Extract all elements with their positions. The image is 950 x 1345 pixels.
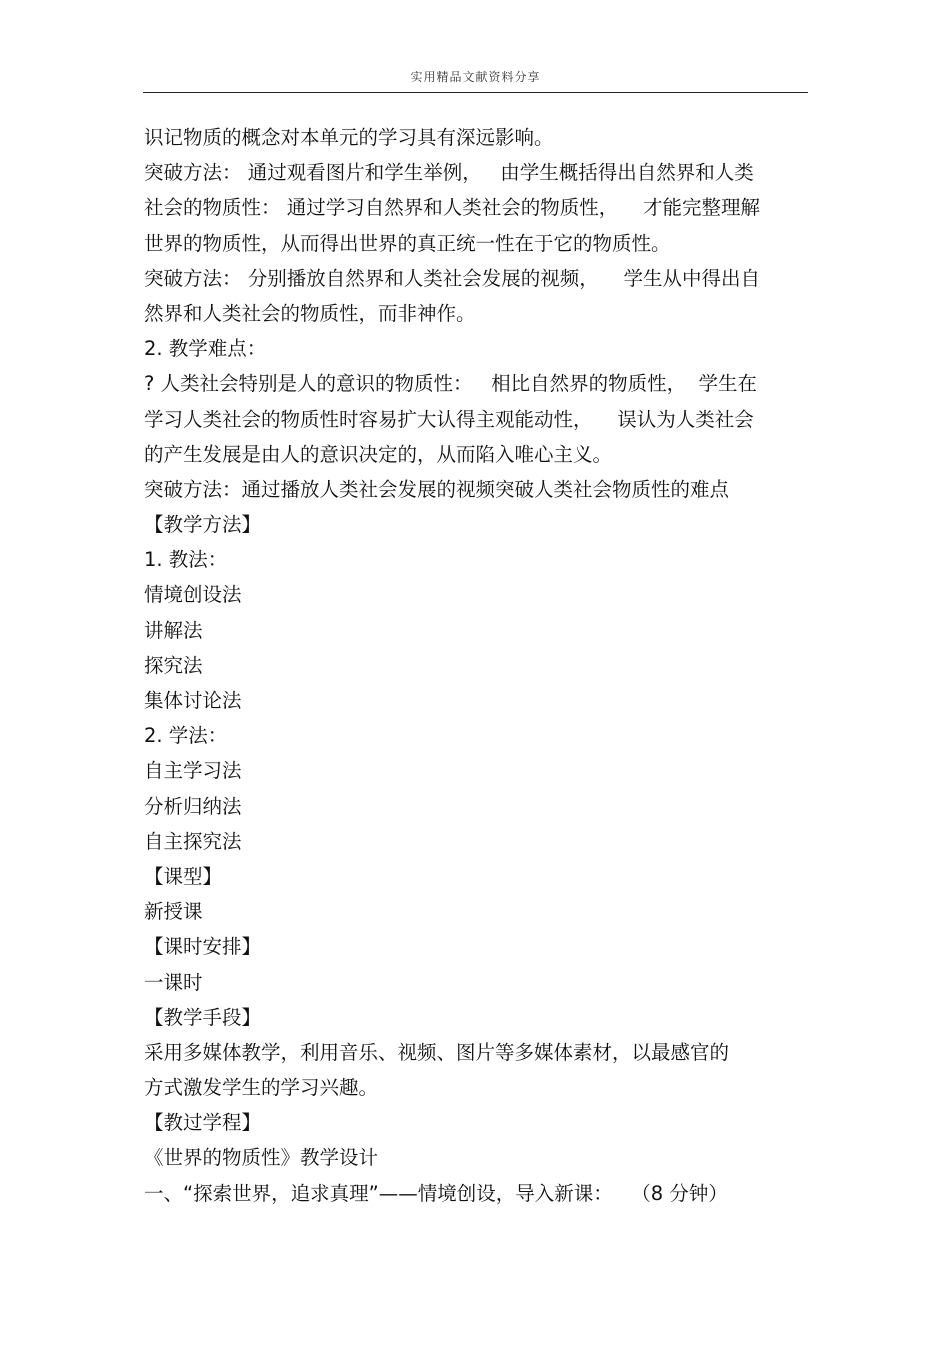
- text-line: ? 人类社会特别是人的意识的物质性： 相比自然界的物质性， 学生在: [144, 372, 758, 396]
- text-line: 世界的物质性，从而得出世界的真正统一性在于它的物质性。: [144, 231, 671, 255]
- list-item: 探究法: [144, 653, 203, 677]
- text-line: 社会的物质性： 通过学习自然界和人类社会的物质性， 才能完整理解: [144, 196, 760, 220]
- section-heading: 2. 学法：: [144, 724, 228, 748]
- list-item: 自主探究法: [144, 829, 242, 853]
- section-heading: 2. 教学难点：: [144, 337, 267, 361]
- list-item: 分析归纳法: [144, 794, 242, 818]
- text-line: 学习人类社会的物质性时容易扩大认得主观能动性， 误认为人类社会: [144, 407, 754, 431]
- text-line: 一课时: [144, 970, 203, 994]
- list-item: 集体讨论法: [144, 689, 242, 712]
- text-line: 的产生发展是由人的意识决定的，从而陷入唯心主义。: [144, 442, 613, 466]
- document-title: 《世界的物质性》教学设计: [144, 1146, 379, 1170]
- section-heading: 【教学方法】: [144, 513, 262, 537]
- text-line: 突破方法：通过播放人类社会发展的视频突破人类社会物质性的难点: [144, 477, 730, 501]
- text-line: 突破方法： 分别播放自然界和人类社会发展的视频， 学生从中得出自: [144, 266, 760, 290]
- list-item: 讲解法: [144, 618, 203, 642]
- section-heading: 【教学手段】: [144, 1005, 262, 1029]
- header-title: 实用精品文献资料分享: [410, 70, 541, 84]
- page-header: [143, 62, 808, 93]
- section-heading: 【课时安排】: [144, 935, 262, 959]
- text-line: 新授课: [144, 900, 203, 924]
- list-item: 情境创设法: [144, 583, 242, 607]
- section-heading: 【课型】: [144, 864, 223, 888]
- text-line: 然界和人类社会的物质性，而非神作。: [144, 301, 476, 325]
- section-heading: 【教过学程】: [144, 1111, 262, 1135]
- document-body: [144, 120, 808, 1211]
- text-line: 识记物质的概念对本单元的学习具有深远影响。: [144, 126, 554, 149]
- text-line: 采用多媒体教学，利用音乐、视频、图片等多媒体素材，以最感官的: [144, 1040, 730, 1064]
- section-heading: 1. 教法：: [144, 548, 228, 572]
- text-line: 方式激发学生的学习兴趣。: [144, 1076, 379, 1100]
- list-item: 自主学习法: [144, 759, 242, 783]
- text-line: 突破方法： 通过观看图片和学生举例， 由学生概括得出自然界和人类: [144, 161, 754, 185]
- section-heading: 一、“探索世界，追求真理”——情境创设，导入新课： （8 分钟）: [144, 1181, 728, 1205]
